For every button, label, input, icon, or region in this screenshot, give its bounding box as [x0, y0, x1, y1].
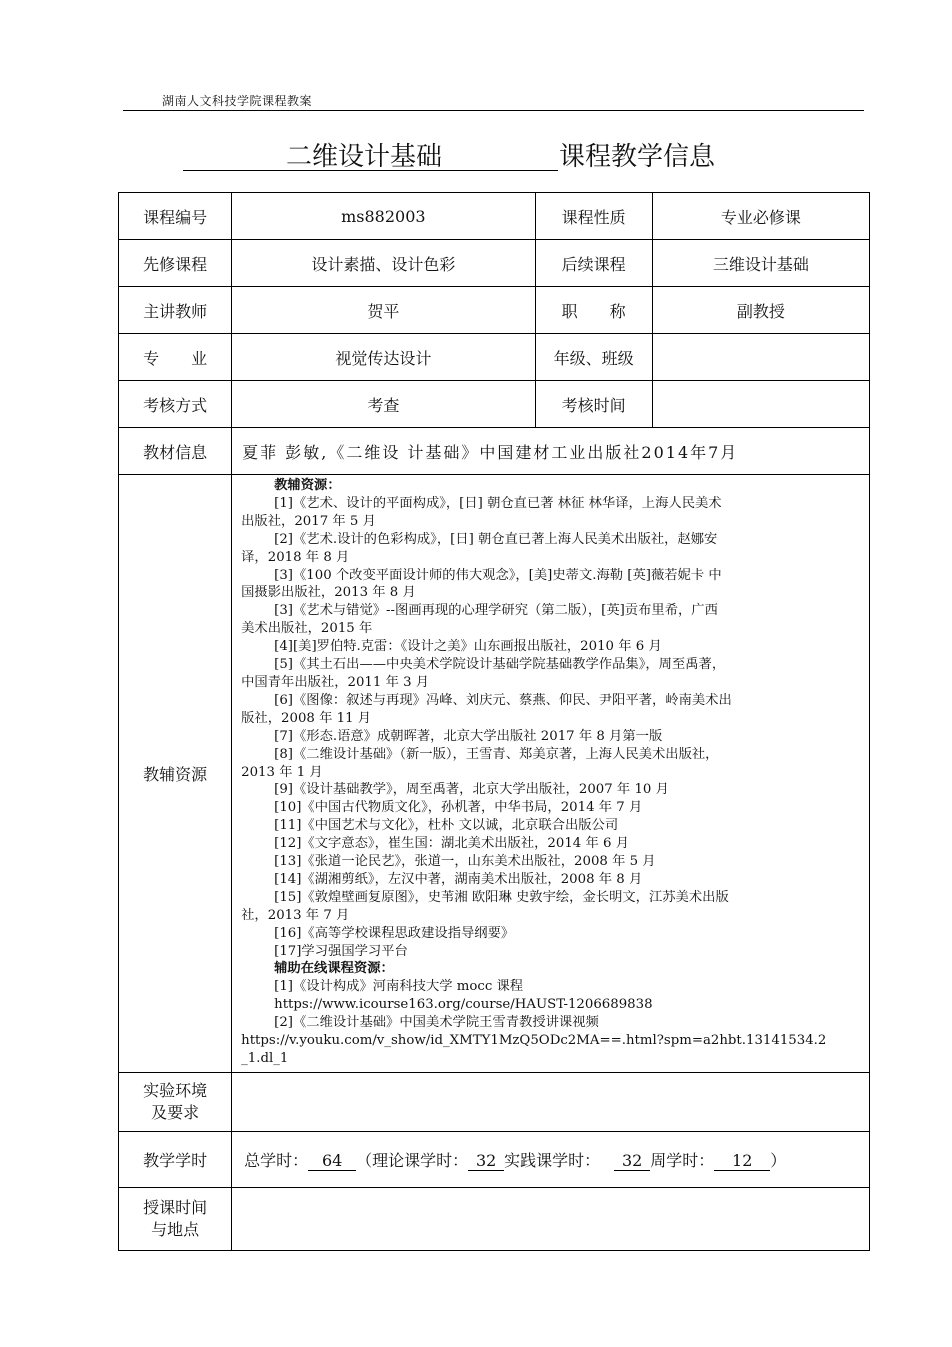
table-row: [119, 334, 870, 381]
online-resource-heading: 辅助在线课程资源：: [274, 961, 394, 977]
course-code-value: ms882003: [232, 193, 535, 240]
theory-hours-label: （理论课学时：: [356, 1150, 469, 1170]
title-suffix: 课程教学信息: [559, 142, 716, 172]
title-course-name: 二维设计基础: [286, 142, 443, 172]
lab-label-line1: 实验环境: [143, 1080, 208, 1100]
course-type-label: 课程性质: [535, 193, 652, 240]
resource-line: 中国青年出版社，2011 年 3 月: [241, 674, 430, 690]
resource-line: 国摄影出版社，2013 年 8 月: [241, 585, 416, 601]
assess-time-value: [652, 381, 869, 428]
textbook-label: 教材信息: [119, 428, 232, 475]
table-row: [119, 428, 870, 475]
schedule-label-line2: 与地点: [151, 1219, 200, 1239]
table-row: [119, 193, 870, 240]
hours-value: [232, 1131, 870, 1187]
resource-line: [2]《二维设计基础》中国美术学院王雪青教授讲课视频: [274, 1015, 599, 1031]
major-label: 专 业: [119, 334, 232, 381]
resource-line: [1]《设计构成》河南科技大学 mocc 课程: [274, 979, 524, 995]
resource-line: [7]《形态.语意》成朝晖著，北京大学出版社 2017 年 8 月第一版: [274, 728, 663, 744]
course-type-value: 专业必修课: [652, 193, 869, 240]
course-code-label: 课程编号: [119, 193, 232, 240]
lab-label: [119, 1072, 232, 1131]
prereq-label: 先修课程: [119, 240, 232, 287]
hours-label: 教学学时: [119, 1131, 232, 1187]
theory-hours: 32: [468, 1151, 504, 1171]
schedule-label-line1: 授课时间: [143, 1197, 208, 1217]
resource-line: [3]《艺术与错觉》--图画再现的心理学研究（第二版），[英]贡布里希，广西: [274, 603, 718, 619]
header-rule: [123, 110, 864, 111]
teacher-label: 主讲教师: [119, 287, 232, 334]
teacher-value: 贺平: [232, 287, 535, 334]
resource-line: [5]《其土石出——中央美术学院设计基础学院基础教学作品集》，周至禹著，: [274, 657, 726, 673]
practice-hours: 32: [614, 1151, 650, 1171]
grade-value: [652, 334, 869, 381]
table-row: [119, 1131, 870, 1187]
assess-value: 考查: [232, 381, 535, 428]
resource-line: 译，2018 年 8 月: [241, 549, 350, 565]
course-info-table: [118, 192, 870, 1251]
practice-hours-label: 实践课学时：: [504, 1150, 601, 1170]
followup-value: 三维设计基础: [652, 240, 869, 287]
resource-line: [1]《艺术、设计的平面构成》，[日] 朝仓直已著 林征 林华译，上海人民美术: [274, 495, 722, 511]
table-row: [119, 381, 870, 428]
resource-line: 2013 年 1 月: [241, 764, 323, 780]
resource-line: 社，2013 年 7 月: [241, 907, 350, 923]
major-value: 视觉传达设计: [232, 334, 535, 381]
resource-line: [6]《图像：叙述与再现》冯峰、刘庆元、蔡燕、仰民、尹阳平著，岭南美术出: [274, 692, 732, 708]
resource-line: 版社，2008 年 11 月: [241, 710, 372, 726]
table-row: [119, 1187, 870, 1250]
title-label: 职 称: [535, 287, 652, 334]
resource-line: [16]《高等学校课程思政建设指导纲要》: [274, 925, 515, 941]
table-row: [119, 475, 870, 1073]
resource-link[interactable]: https://v.youku.com/v_show/id_XMTY1MzQ5ODc2MA==.html?spm=a2hbt.13141534.2: [241, 1033, 827, 1049]
institution-header: 湖南人文科技学院课程教案: [162, 94, 313, 108]
resource-line: [14]《湖湘剪纸》，左汉中著，湖南美术出版社，2008 年 8 月: [274, 871, 643, 887]
title-value: 副教授: [652, 287, 869, 334]
total-hours-label: 总学时：: [244, 1150, 309, 1170]
resource-line: [10]《中国古代物质文化》，孙机著，中华书局，2014 年 7 月: [274, 800, 643, 816]
resource-line: [15]《敦煌壁画复原图》，史苇湘 欧阳琳 史敦宇绘，金长明文，江苏美术出版: [274, 889, 729, 905]
table-row: [119, 1072, 870, 1131]
resource-line: [11]《中国艺术与文化》，杜朴 文以诚，北京联合出版公司: [274, 818, 619, 834]
resource-heading: 教辅资源：: [274, 478, 341, 493]
assess-label: 考核方式: [119, 381, 232, 428]
resource-line: [13]《张道一论民艺》，张道一，山东美术出版社，2008 年 5 月: [274, 854, 656, 870]
grade-label: 年级、班级: [535, 334, 652, 381]
resource-link[interactable]: https://www.icourse163.org/course/HAUST-1206689838: [274, 997, 653, 1013]
weekly-hours: 12: [714, 1151, 770, 1171]
table-row: [119, 240, 870, 287]
resource-line: [3]《100 个改变平面设计师的伟大观念》，[美]史蒂文.海勒 [英]薇若妮卡 中: [274, 567, 722, 583]
resource-line: [9]《设计基础教学》，周至禹著，北京大学出版社，2007 年 10 月: [274, 782, 669, 798]
prereq-value: 设计素描、设计色彩: [232, 240, 535, 287]
weekly-hours-label: 周学时：: [650, 1150, 715, 1170]
resource-line: [17]学习强国学习平台: [274, 943, 408, 959]
page-title: [183, 136, 783, 176]
resource-line: [2]《艺术.设计的色彩构成》，[日] 朝仓直已著上海人民美术出版社，赵娜安: [274, 531, 718, 547]
textbook-value: 夏菲 彭敏,《二维设 计基础》中国建材工业出版社2014年7月: [232, 428, 870, 475]
hours-close: ）: [770, 1150, 787, 1170]
total-hours: 64: [308, 1151, 356, 1171]
resources-content: [232, 475, 870, 1073]
followup-label: 后续课程: [535, 240, 652, 287]
schedule-label: [119, 1187, 232, 1250]
resource-line: [8]《二维设计基础》（新一版），王雪青、郑美京著，上海人民美术出版社，: [274, 746, 719, 762]
schedule-value: [232, 1187, 870, 1250]
resources-label: 教辅资源: [119, 475, 232, 1073]
resource-line: 美术出版社，2015 年: [241, 621, 373, 637]
resource-line: [12]《文字意态》，崔生国：湖北美术出版社，2014 年 6 月: [274, 836, 629, 852]
table-row: [119, 287, 870, 334]
resource-line: 出版社，2017 年 5 月: [241, 513, 376, 529]
assess-time-label: 考核时间: [535, 381, 652, 428]
lab-label-line2: 及要求: [151, 1102, 200, 1122]
resource-line: [4][美]罗伯特.克雷：《设计之美》山东画报出版社，2010 年 6 月: [274, 639, 662, 655]
lab-value: [232, 1072, 870, 1131]
resource-link-continued[interactable]: _1.dl_1: [241, 1051, 289, 1066]
